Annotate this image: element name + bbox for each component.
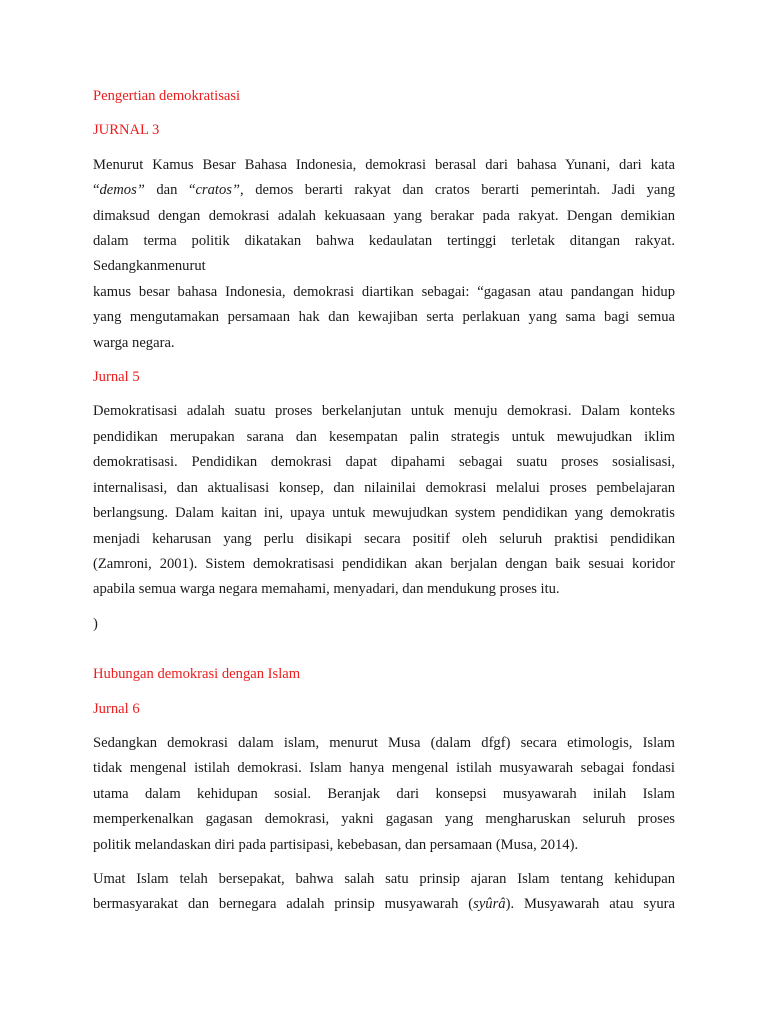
text-line: Demokratisasi adalah suatu proses berkelanjutan untuk menuju demokrasi. Dalam konteks: [93, 403, 675, 420]
text-line: politik melandaskan diri pada partisipasi, kebebasan, dan persamaan (Musa, 2014).: [93, 836, 579, 853]
text-line: internalisasi, dan aktualisasi konsep, dan nilainilai demokrasi melalui proses pembelajaran: [93, 479, 675, 496]
spacer: [93, 646, 675, 662]
text-line: berlangsung. Dalam kaitan ini, upaya untuk mewujudkan system pendidikan yang demokratis: [93, 505, 675, 522]
paragraph: [93, 731, 675, 858]
text-line: apabila semua warga negara memahami, menyadari, dan mendukung proses itu.: [93, 581, 560, 598]
text-line: dimaksud dengan demokrasi adalah kekuasaan yang berakar pada rakyat. Dengan demikian: [93, 207, 675, 224]
section-heading: Pengertian demokratisasi: [93, 88, 241, 104]
text-line: menjadi keharusan yang perlu disikapi secara positif oleh seluruh praktisi pendidikan: [93, 530, 675, 547]
text-line: pendidikan merupakan sarana dan kesempatan palin strategis untuk mewujudkan iklim: [93, 428, 675, 445]
paragraph: [93, 867, 675, 918]
text-fragment: , demos berarti rakyat dan cratos berarti pemerintah. Jadi yang: [240, 182, 675, 199]
paragraph: [93, 399, 675, 602]
journal-label: Jurnal 5: [93, 369, 140, 386]
journal-label: Jurnal 6: [93, 700, 140, 717]
paragraph: [93, 153, 675, 356]
document-page: [93, 84, 675, 927]
text-line: yang mengutamakan persamaan hak dan kewajiban serta perlakuan yang sama bagi semua: [93, 309, 675, 326]
section-heading: Hubungan demokrasi dengan Islam: [93, 666, 301, 683]
italic-term: cratos”: [195, 182, 241, 199]
text-fragment: “: [93, 182, 100, 199]
stray-parenthesis: ): [93, 615, 98, 632]
text-line: Umat Islam telah bersepakat, bahwa salah satu prinsip ajaran Islam tentang kehidupan: [93, 870, 675, 887]
text-line: [93, 892, 675, 917]
text-line: Menurut Kamus Besar Bahasa Indonesia, demokrasi berasal dari bahasa Yunani, dari kata: [93, 156, 675, 173]
text-fragment: menurut: [157, 258, 206, 275]
text-line: dalam terma politik dikatakan bahwa kedaulatan tertinggi terletak ditangan rakyat.: [93, 233, 675, 250]
text-line: memperkenalkan gagasan demokrasi, yakni gagasan yang mengharuskan seluruh proses: [93, 811, 675, 828]
text-line: warga negara.: [93, 334, 175, 351]
text-line: [93, 178, 675, 203]
text-line: (Zamroni, 2001). Sistem demokratisasi pendidikan akan berjalan dengan baik sesuai koridor: [93, 555, 675, 572]
text-line: utama dalam kehidupan sosial. Beranjak dari konsepsi musyawarah inilah Islam: [93, 785, 675, 802]
journal-label: JURNAL 3: [93, 122, 160, 139]
text-fragment: Sedangkan: [93, 258, 158, 275]
text-fragment: bermasyarakat dan bernegara adalah prinsip musyawarah (: [93, 896, 474, 913]
text-line: Sedangkan demokrasi dalam islam, menurut Musa (dalam dfgf) secara etimologis, Islam: [93, 734, 675, 751]
text-line: [93, 254, 675, 279]
italic-term: syûrâ: [473, 896, 506, 913]
text-line: demokratisasi. Pendidikan demokrasi dapat dipahami sebagai suatu proses sosialisasi,: [93, 454, 675, 471]
text-line: tidak mengenal istilah demokrasi. Islam hanya mengenal istilah musyawarah sebagai fondasi: [93, 760, 675, 777]
text-fragment: dan “: [144, 182, 196, 199]
text-line: kamus besar bahasa Indonesia, demokrasi diartikan sebagai: “gagasan atau pandangan hidup: [93, 283, 675, 300]
paragraph: [93, 612, 675, 637]
italic-term: demos”: [99, 182, 145, 199]
text-fragment: ). Musyawarah atau syura: [505, 896, 675, 913]
